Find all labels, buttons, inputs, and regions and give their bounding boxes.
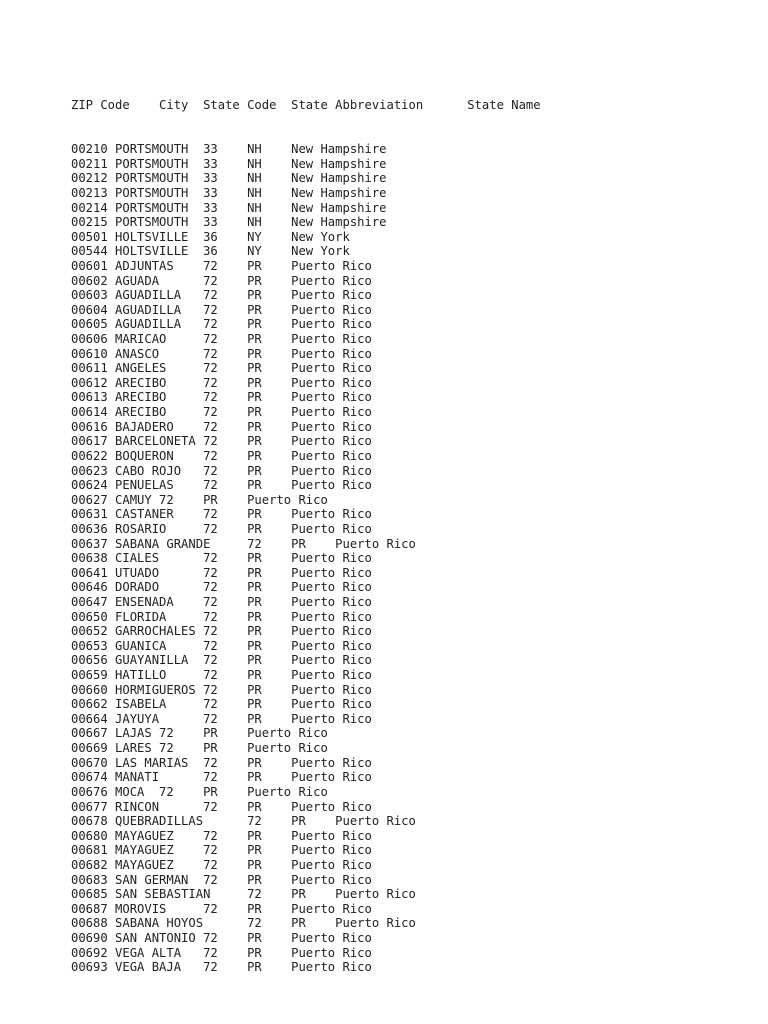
listing-row: 00688 SABANA HOYOS 72 PR Puerto Rico — [71, 916, 416, 931]
listing-header: ZIP Code City State Code State Abbreviation State Name — [71, 98, 541, 113]
listing-row: 00664 JAYUYA 72 PR Puerto Rico — [71, 711, 372, 726]
listing-row: 00652 GARROCHALES 72 PR Puerto Rico — [71, 624, 372, 639]
listing-row: 00690 SAN ANTONIO 72 PR Puerto Rico — [71, 931, 372, 946]
listing-row: 00683 SAN GERMAN 72 PR Puerto Rico — [71, 872, 372, 887]
listing-row: 00211 PORTSMOUTH 33 NH New Hampshire — [71, 156, 387, 171]
zip-code-listing — [71, 69, 541, 975]
listing-row: 00627 CAMUY 72 PR Puerto Rico — [71, 492, 328, 507]
listing-row: 00544 HOLTSVILLE 36 NY New York — [71, 244, 350, 259]
listing-row: 00622 BOQUERON 72 PR Puerto Rico — [71, 448, 372, 463]
listing-row: 00678 QUEBRADILLAS 72 PR Puerto Rico — [71, 814, 416, 829]
listing-row: 00677 RINCON 72 PR Puerto Rico — [71, 799, 372, 814]
listing-row: 00605 AGUADILLA 72 PR Puerto Rico — [71, 317, 372, 332]
listing-row: 00604 AGUADILLA 72 PR Puerto Rico — [71, 302, 372, 317]
listing-row: 00662 ISABELA 72 PR Puerto Rico — [71, 697, 372, 712]
listing-row: 00660 HORMIGUEROS 72 PR Puerto Rico — [71, 682, 372, 697]
listing-row: 00623 CABO ROJO 72 PR Puerto Rico — [71, 463, 372, 478]
listing-row: 00501 HOLTSVILLE 36 NY New York — [71, 229, 350, 244]
listing-row: 00215 PORTSMOUTH 33 NH New Hampshire — [71, 215, 387, 230]
listing-row: 00624 PENUELAS 72 PR Puerto Rico — [71, 478, 372, 493]
listing-row: 00616 BAJADERO 72 PR Puerto Rico — [71, 419, 372, 434]
listing-row: 00692 VEGA ALTA 72 PR Puerto Rico — [71, 945, 372, 960]
listing-row: 00682 MAYAGUEZ 72 PR Puerto Rico — [71, 857, 372, 872]
listing-row: 00213 PORTSMOUTH 33 NH New Hampshire — [71, 185, 387, 200]
listing-row: 00646 DORADO 72 PR Puerto Rico — [71, 580, 372, 595]
listing-row: 00603 AGUADILLA 72 PR Puerto Rico — [71, 288, 372, 303]
listing-row: 00612 ARECIBO 72 PR Puerto Rico — [71, 375, 372, 390]
listing-row: 00631 CASTANER 72 PR Puerto Rico — [71, 507, 372, 522]
listing-row: 00601 ADJUNTAS 72 PR Puerto Rico — [71, 258, 372, 273]
listing-row: 00636 ROSARIO 72 PR Puerto Rico — [71, 521, 372, 536]
listing-row: 00617 BARCELONETA 72 PR Puerto Rico — [71, 434, 372, 449]
listing-row: 00606 MARICAO 72 PR Puerto Rico — [71, 332, 372, 347]
listing-row: 00680 MAYAGUEZ 72 PR Puerto Rico — [71, 828, 372, 843]
listing-row: 00653 GUANICA 72 PR Puerto Rico — [71, 638, 372, 653]
listing-row: 00659 HATILLO 72 PR Puerto Rico — [71, 668, 372, 683]
listing-row: 00647 ENSENADA 72 PR Puerto Rico — [71, 595, 372, 609]
listing-row: 00602 AGUADA 72 PR Puerto Rico — [71, 273, 372, 288]
listing-row: 00212 PORTSMOUTH 33 NH New Hampshire — [71, 171, 387, 186]
listing-row: 00656 GUAYANILLA 72 PR Puerto Rico — [71, 653, 372, 668]
listing-row: 00210 PORTSMOUTH 33 NH New Hampshire — [71, 142, 387, 157]
listing-row: 00669 LARES 72 PR Puerto Rico — [71, 741, 328, 756]
listing-row: 00613 ARECIBO 72 PR Puerto Rico — [71, 390, 372, 405]
listing-row: 00674 MANATI 72 PR Puerto Rico — [71, 770, 372, 785]
listing-row: 00685 SAN SEBASTIAN 72 PR Puerto Rico — [71, 887, 416, 902]
listing-row: 00638 CIALES 72 PR Puerto Rico — [71, 551, 372, 566]
listing-row: 00687 MOROVIS 72 PR Puerto Rico — [71, 901, 372, 916]
listing-row: 00611 ANGELES 72 PR Puerto Rico — [71, 361, 372, 376]
listing-row: 00214 PORTSMOUTH 33 NH New Hampshire — [71, 200, 387, 215]
listing-row: 00650 FLORIDA 72 PR Puerto Rico — [71, 609, 372, 624]
listing-row: 00637 SABANA GRANDE 72 PR Puerto Rico — [71, 536, 416, 551]
listing-row: 00641 UTUADO 72 PR Puerto Rico — [71, 565, 372, 580]
listing-row: 00610 ANASCO 72 PR Puerto Rico — [71, 346, 372, 361]
listing-row: 00614 ARECIBO 72 PR Puerto Rico — [71, 405, 372, 420]
listing-row: 00667 LAJAS 72 PR Puerto Rico — [71, 726, 328, 741]
listing-row: 00670 LAS MARIAS 72 PR Puerto Rico — [71, 755, 372, 770]
listing-row: 00693 VEGA BAJA 72 PR Puerto Rico — [71, 960, 372, 975]
listing-row: 00681 MAYAGUEZ 72 PR Puerto Rico — [71, 843, 372, 858]
listing-row: 00676 MOCA 72 PR Puerto Rico — [71, 784, 328, 799]
